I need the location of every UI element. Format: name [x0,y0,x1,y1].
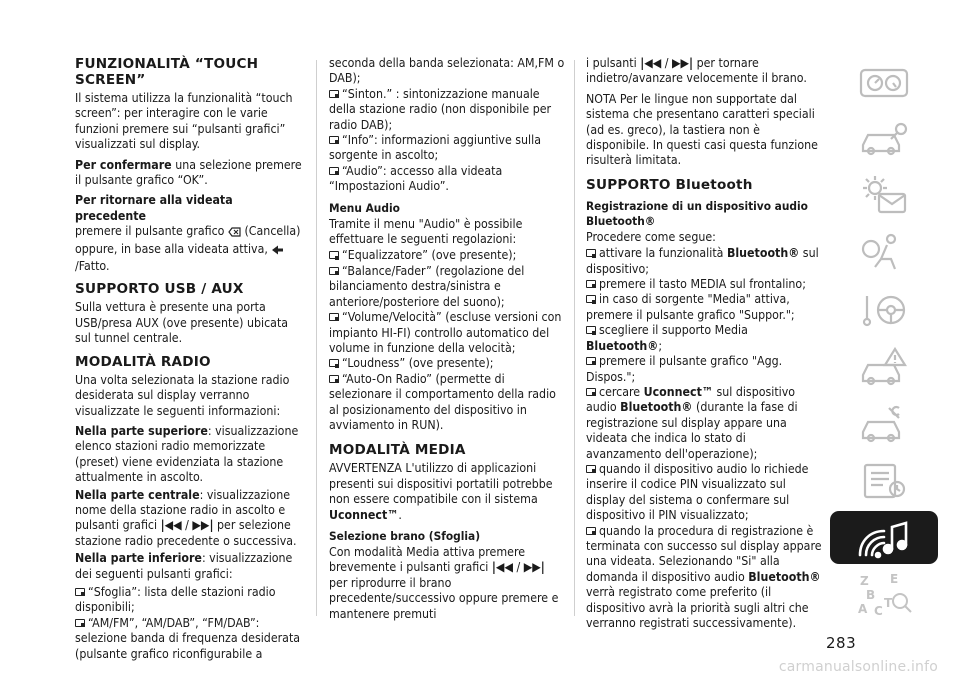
bullet-icon [586,527,596,535]
list-item-text: “Loudness” (ove presente); [342,356,494,371]
heading-selezione-brano: Selezione brano (Sfoglia) [329,528,481,543]
list-item-text: in caso di sorgente "Media" attiva, premere il pulsante grafico "Suppor."; [586,292,795,322]
bullet-icon [329,167,339,175]
chapter-tab-maintenance[interactable] [830,397,938,450]
list-item [586,323,822,354]
sun-envelope-icon [855,174,913,218]
list-item [329,164,565,195]
text-superiore: : visualizzazione elenco stazioni radio memorizzate (preset) viene evidenziata la stazione attualmente in ascolto. [75,423,299,485]
paragraph-menu-audio: Tramite il menu "Audio" è possibile effettuare le seguenti regolazioni: [329,216,523,247]
list-item-text: ; [658,338,663,353]
bullet-icon [75,588,85,596]
bullet-icon [329,267,339,275]
next-track-icon: ▶▶| [523,560,545,575]
heading-touch-screen: FUNZIONALITÀ “TOUCH SCREEN” [75,56,259,88]
label-ritornare: Per ritornare alla videata precedente [75,193,233,223]
list-item [586,292,822,323]
paragraph-avvertenza [329,461,565,523]
bullet-icon [329,313,339,321]
text-inferiore: : visualizzazione dei seguenti pulsanti grafici: [75,551,293,581]
paragraph-selezione [329,545,565,622]
bullet-icon [586,249,596,257]
list-item [329,356,565,371]
text-uconnect: Uconnect™ [643,384,713,399]
paragraph-ritornare [75,193,307,274]
prev-track-icon: |◀◀ [640,56,662,70]
list-item-text: quando la procedura di registrazione è terminata con successo sul display appare una videata. Selezionando "Si" alla domanda il dispositivo audio [586,523,822,584]
airbag-person-icon [855,231,913,275]
heading-media: MODALITÀ MEDIA [329,442,466,459]
paragraph-radio: Una volta selezionata la stazione radio desiderata sul display verranno visualizzate le seguenti informazioni: [75,372,290,418]
chapter-tab-technical-data[interactable] [830,454,938,507]
svg-text:B: B [866,587,876,602]
text-bluetooth: Bluetooth® [620,400,693,415]
back-arrow-icon [271,244,284,259]
heading-registrazione: Registrazione di un dispositivo audio Bluetooth® [586,198,808,228]
spec-sheet-icon [855,459,913,503]
svg-text:C: C [874,603,883,618]
list-item-text: premere il pulsante grafico "Agg. Dispos."; [586,354,783,384]
paragraph-continuation: seconda della banda selezionata: AM,FM o DAB); [329,56,565,86]
column-3 [586,56,822,631]
text-centrale-a: : visualizzazione nome della stazione radio in ascolto e pulsanti grafici [75,487,291,533]
column-1 [75,56,307,662]
paragraph-continuation [586,56,822,87]
text-selezione-b: per riprodurre il brano precedente/successivo oppure premere e mantenere premuti [329,575,559,621]
bullet-icon [329,90,339,98]
label-centrale: Nella parte centrale [75,487,200,502]
column-divider-1 [316,60,317,616]
list-item-text: “Volume/Velocità” (escluse versioni con impianto HI-FI) controllo automatico del volume in funzione della velocità; [329,310,562,355]
svg-text:T: T [884,595,893,610]
list-item-text: quando il dispositivo audio lo richiede inserire il codice PIN visualizzato sul display del sistema o confermare sul dispositivo il PIN visualizzato; [586,461,809,523]
paragraph-usb: Sulla vettura è presente una porta USB/presa AUX (ove presente) ubicata sul tunnel centrale. [75,300,289,346]
label-inferiore: Nella parte inferiore [75,551,202,566]
heading-menu-audio: Menu Audio [329,200,400,215]
list-item [586,277,822,292]
text-centrale-b: per selezione stazione radio precedente o successiva. [75,518,297,548]
chapter-tab-multimedia[interactable] [830,511,938,564]
list-item [586,524,822,632]
bullet-icon [586,465,596,473]
steering-wheel-icon [855,288,913,332]
list-item-text: (durante la fase di registrazione sul display appare una videata che indica lo stato di avanzamento dell'operazione); [586,400,798,461]
text-bluetooth: Bluetooth® [748,569,821,584]
chapter-tab-dashboard[interactable] [830,55,938,108]
text-ritornare-c: /Fatto. [75,259,110,274]
list-item-text: “Equalizzatore” (ove presente); [342,248,517,263]
text-ritornare-b: (Cancella) oppure, in base alla videata attiva, [75,224,301,256]
heading-radio: MODALITÀ RADIO [75,353,211,370]
backspace-icon [228,226,241,241]
list-item-text: “Info”: informazioni aggiuntive sulla sorgente in ascolto; [329,133,541,163]
text-selezione-a: Con modalità Media attiva premere brevemente i pulsanti grafici [329,544,526,575]
text-confermare: una selezione premere il pulsante grafico “OK”. [75,157,302,188]
text-cont-a: i pulsanti [586,56,641,70]
svg-text:A: A [858,601,868,616]
svg-text:Z: Z [860,573,869,588]
alphabet-index-icon [854,571,914,619]
chapter-tab-safety-knowledge[interactable] [830,112,938,165]
list-item [329,248,565,263]
list-item-text: “Sinton.” : sintonizzazione manuale della stazione radio (non disponibile per radio DAB); [329,86,552,132]
paragraph-confermare [75,158,307,189]
text-bluetooth: Bluetooth® [586,338,659,353]
column-divider-2 [574,60,575,616]
icon-separator: / [512,560,524,575]
list-item-text: “AM/FM”, “AM/DAB”, “FM/DAB”: selezione banda di frequenza desiderata (pulsante grafico riconfigurabile a [75,615,301,661]
list-item-text: verrà registrato come preferito (il dispositivo avrà la priorità sugli altri che verranno registrati successivamente). [586,585,809,630]
bullet-icon [329,136,339,144]
bullet-icon [329,359,339,367]
paragraph-centrale [75,488,307,550]
column-2 [329,56,565,627]
paragraph-superiore [75,424,307,486]
svg-text:E: E [890,571,899,586]
paragraph-nota: NOTA Per le lingue non supportate dal sistema che presentano caratteri speciali (ad es. greco), la tastiera non è disponibile. In questi casi questa funzione risulterà limitata. [586,91,818,168]
text-ritornare-a: premere il pulsante grafico [75,224,228,239]
bullet-icon [586,388,596,396]
list-item [329,133,565,164]
list-item [329,310,565,356]
bullet-icon [586,326,596,334]
text-period: . [398,507,402,522]
prev-track-icon: |◀◀ [491,560,513,575]
next-track-icon: ▶▶| [672,56,694,70]
list-item [329,372,565,434]
list-item-text: “Sfoglia”: lista delle stazioni radio disponibili; [75,584,276,615]
list-item [586,462,822,524]
list-item-text: sul dispositivo audio [586,384,796,415]
text-uconnect: Uconnect™ [329,507,399,522]
list-item-text: scegliere il supporto Media [599,323,748,338]
bullet-icon [75,619,85,627]
label-confermare: Per confermare [75,157,172,172]
bullet-icon [329,375,339,383]
list-item-text: premere il tasto MEDIA sul frontalino; [599,277,806,292]
icon-separator: / [181,518,193,533]
paragraph-touch: Il sistema utilizza la funzionalità “touch screen”: per interagire con le varie funzioni premere sui “pulsanti grafici” visualizzati sul display. [75,91,293,152]
watermark: carmanualsonline.info [778,659,938,675]
list-item [586,385,822,462]
bullet-icon [586,280,596,288]
bullet-icon [586,295,596,303]
list-item [75,616,307,662]
heading-usb-aux: SUPPORTO USB / AUX [75,281,244,298]
chapter-tab-lights-climate[interactable] [830,169,938,222]
list-item [586,354,822,385]
list-item [586,246,822,277]
text-avvertenza: AVVERTENZA L'utilizzo di applicazioni presenti sui dispositivi portatili potrebbe non essere compatibile con il sistema [329,461,553,507]
dashboard-icon [855,62,913,102]
text-bluetooth: Bluetooth® [726,246,800,261]
bullet-icon [329,251,339,259]
heading-bluetooth: SUPPORTO Bluetooth [586,176,753,193]
list-item-text: attivare la funzionalità [599,246,727,261]
next-track-icon: ▶▶| [192,518,214,533]
paragraph-inferiore [75,551,307,582]
page-number: 283 [826,634,857,652]
list-item-text: “Balance/Fader” (regolazione del bilanciamento destra/sinistra e anteriore/posteriore del suono); [329,263,525,309]
multimedia-music-icon [854,515,914,561]
car-wrench-icon [855,402,913,446]
list-item-text: sul dispositivo; [586,246,819,276]
list-item [329,87,565,133]
prev-track-icon: |◀◀ [160,518,182,533]
icon-separator: / [661,56,673,70]
chapter-tab-safety[interactable] [830,226,938,279]
chapter-tab-driving[interactable] [830,283,938,336]
list-item-text: “Audio”: accesso alla videata “Impostazioni Audio”. [329,163,503,194]
chapter-tab-emergency[interactable] [830,340,938,393]
paragraph-procedere: Procedere come segue: [586,229,716,244]
list-item [75,585,307,616]
list-item-text: cercare [599,384,644,399]
list-item [329,264,565,310]
car-warning-icon [855,345,913,389]
list-item-text: “Auto-On Radio” (permette di selezionare il comportamento della radio al posizionamento del dispositivo in avviamento in RUN). [329,371,556,432]
label-superiore: Nella parte superiore [75,423,208,438]
car-key-icon [855,119,913,159]
text-cont-b: per tornare indietro/avanzare velocemente il brano. [586,56,807,86]
bullet-icon [586,357,596,365]
chapter-tab-index[interactable] [830,568,938,621]
